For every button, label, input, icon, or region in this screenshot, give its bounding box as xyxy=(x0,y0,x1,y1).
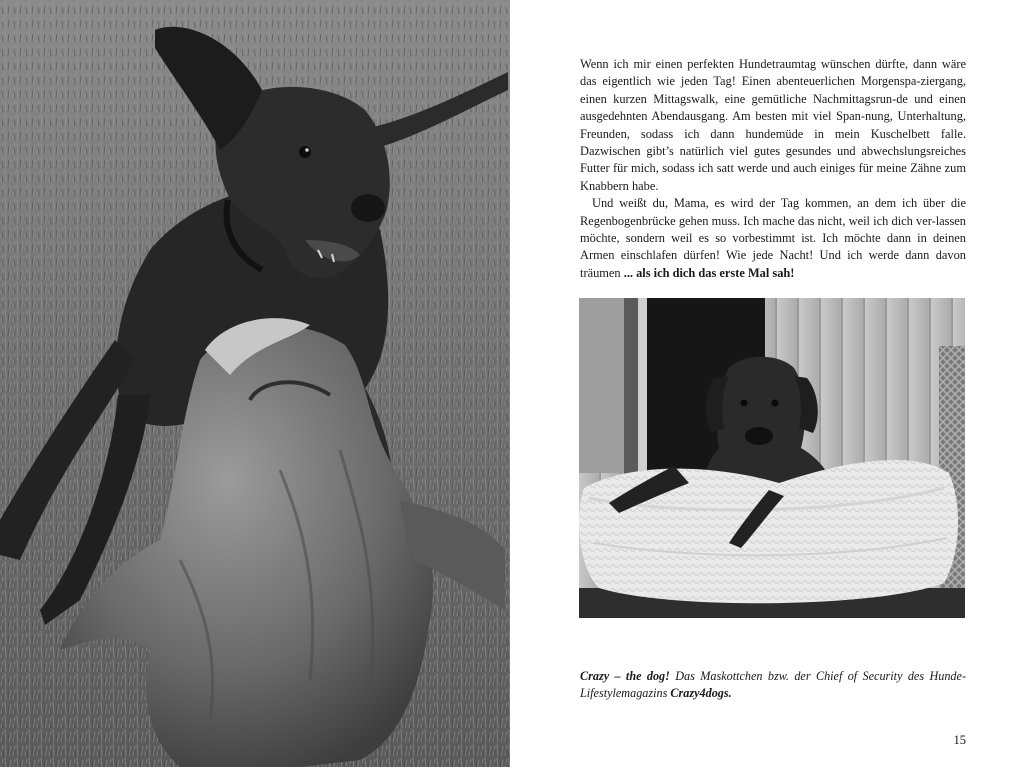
right-page xyxy=(510,0,1020,767)
paragraph-1: Wenn ich mir einen perfekten Hundetraumtag wünschen dürfte, dann wäre das eigentlich wie jeden Tag! Einen abenteuerlichen Morgenspa-ziergang, einen kurzen Mittagswalk, eine gemütliche Nachmittagsrun-de und einen ausgedehnten Abendausgang. Am besten mit viel Span-nung, Unterhaltung, Freunden, sodass ich dann hundemüde in mein Kuschelbett falle. Dazwischen gibt’s natürlich viel gutes gesundes und abwechslungsreiches Futter für mich, sodass ich satt werde und auch einiges für meine Zähne zum Knabbern habe. xyxy=(580,57,966,193)
caption-bold-end: Crazy4dogs. xyxy=(670,686,732,700)
page-number: 15 xyxy=(953,733,966,747)
body-text xyxy=(580,56,966,282)
dog-in-bed-illustration xyxy=(579,298,965,618)
caption-text: Das Maskottchen bzw. der Chief of Security des Hunde-Lifestylemagazins xyxy=(580,669,966,700)
paragraph-2 xyxy=(580,195,966,282)
dog-in-bed-photo xyxy=(579,298,965,618)
photo-caption xyxy=(580,668,966,702)
caption-bold-intro: Crazy – the dog! xyxy=(580,669,670,683)
paragraph-2-bold: ... als ich dich das erste Mal sah! xyxy=(623,265,795,280)
paragraph-2-text: Und weißt du, Mama, es wird der Tag kommen, an dem ich über die Regenbogenbrücke gehen muss. Ich mache das nicht, weil ich dich ver-lassen möchte, sondern weil es so vorbestimmt ist. Ich möchte dann in deinen Armen einschlafen dürfen! Wie jede Nacht! Und ich werde dann davon träumen xyxy=(580,196,966,280)
fluffy-dog-bed xyxy=(579,460,958,603)
